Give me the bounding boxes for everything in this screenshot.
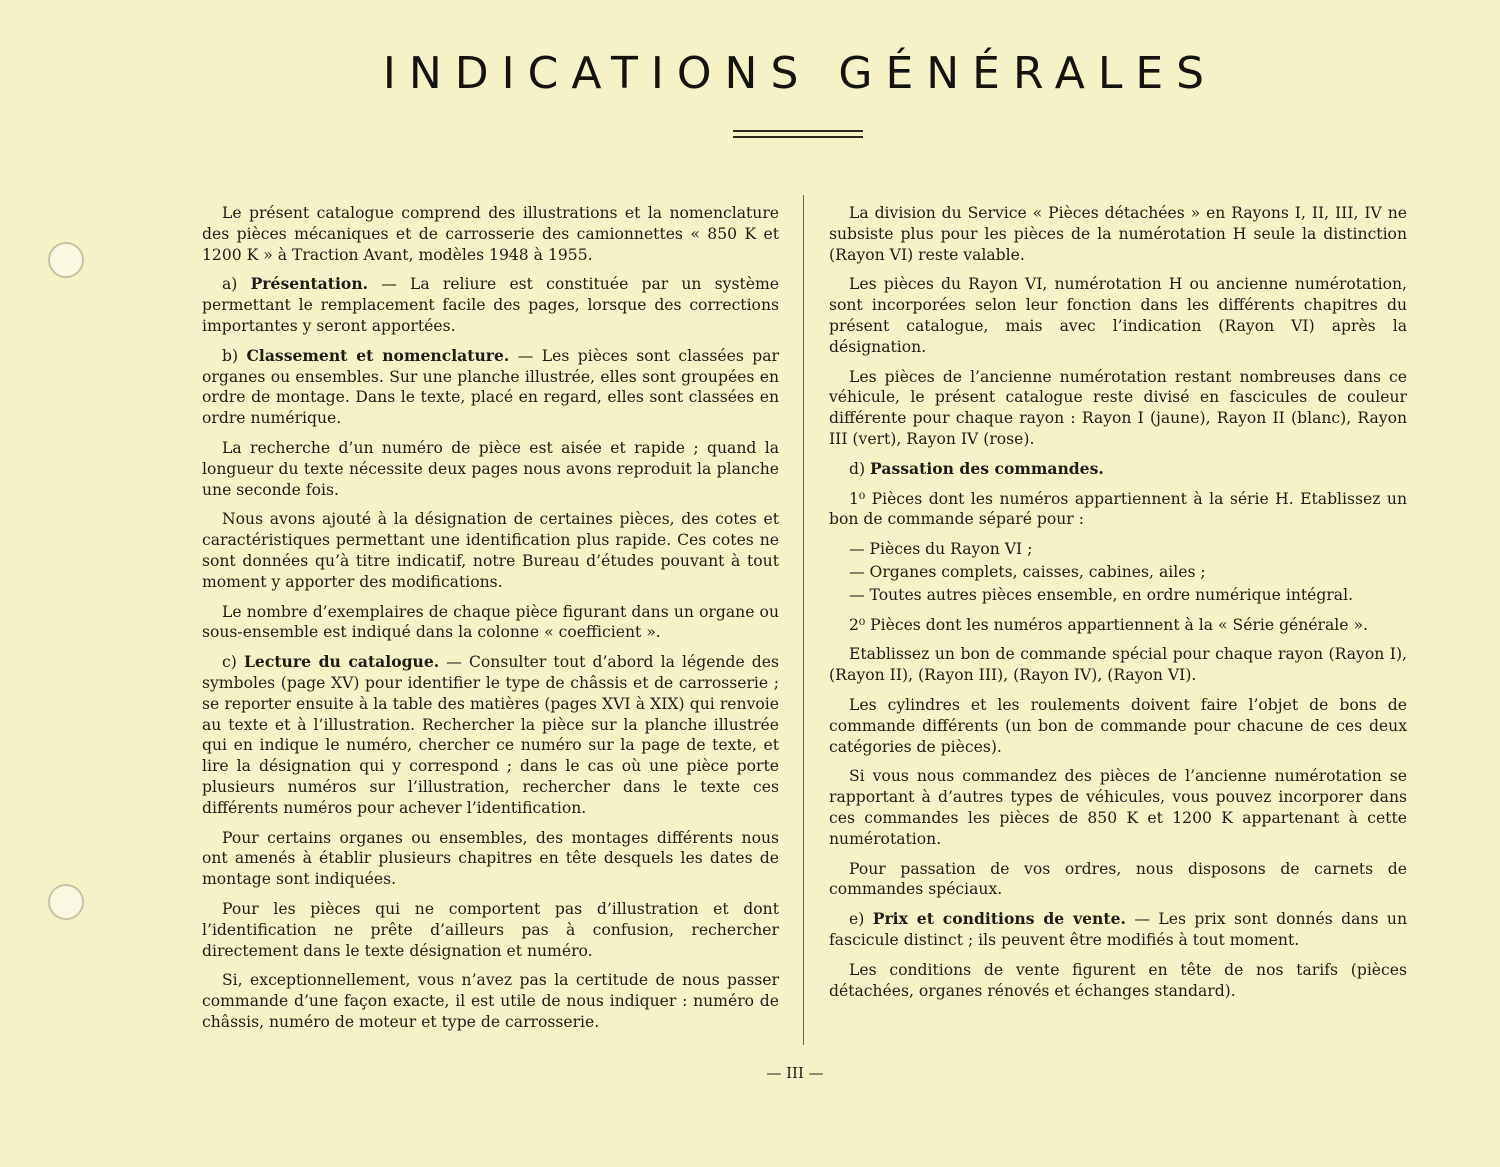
paragraph: La division du Service « Pièces détachées » en Rayons I, II, III, IV ne subsiste plus pour les pièces de la numérotation H seule la distinction (Rayon VI) reste valable. [829, 204, 1407, 264]
section-prefix: a) [222, 275, 238, 294]
section-e [829, 909, 1407, 951]
paragraph: Les cylindres et les roulements doivent faire l’objet de bons de commande différents (un bon de commande pour chacune de ces deux catégories de pièces). [829, 695, 1407, 756]
title-underline [733, 130, 863, 132]
section-text: — Consulter tout d’abord la légende des symboles (page XV) pour identifier le type de châssis et de carrosserie ; se reporter ensuite à la table des matières (pages XVI à XIX) qui renvoie au texte et à l’illustration. Rechercher la pièce sur la planche illustrée qui en indique le numéro, chercher ce numéro sur la page de texte, et lire la désignation qui y correspond ; dans le cas où une pièce porte plusieurs numéros sur l’illustration, rechercher dans le texte ces différents numéros pour achever l’identification. [202, 653, 779, 817]
right-column [829, 203, 1407, 1010]
paragraph: Les pièces de l’ancienne numérotation restant nombreuses dans ce véhicule, le présent catalogue reste divisé en fascicules de couleur différente pour chaque rayon : Rayon I (jaune), Rayon II (blanc), Rayon III (vert), Rayon IV (rose). [829, 367, 1407, 448]
section-prefix: b) [222, 346, 239, 365]
section-heading: Présentation. [250, 274, 369, 294]
list-item: — Toutes autres pièces ensemble, en ordre numérique intégral. [849, 585, 1354, 604]
paragraph: Si, exceptionnellement, vous n’avez pas la certitude de nous passer commande d’une façon exacte, il est utile de nous indiquer : numéro de châssis, numéro de moteur et type de carrosserie. [202, 971, 779, 1031]
section-d [829, 459, 1407, 480]
title-underline [733, 136, 863, 138]
section-text: — Les prix sont donnés dans un fascicule distinct ; ils peuvent être modifiés à tout moment. [829, 910, 1408, 949]
section-heading: Classement et nomenclature. [246, 345, 510, 365]
binder-hole [48, 884, 84, 920]
section-text: — Les pièces sont classées par organes ou ensembles. Sur une planche illustrée, elles sont groupées en ordre de montage. Dans le texte, placé en regard, elles sont classées en ordre numérique. [202, 346, 779, 428]
section-b [202, 346, 779, 429]
paragraph: Le nombre d’exemplaires de chaque pièce figurant dans un organe ou sous-ensemble est indiqué dans la colonne « coefficient ». [202, 602, 779, 642]
paragraph: Le présent catalogue comprend des illustrations et la nomenclature des pièces mécaniques et de carrosserie des camionnettes « 850 K et 1200 K » à Traction Avant, modèles 1948 à 1955. [202, 204, 779, 264]
left-column [202, 203, 779, 1042]
paragraph: Nous avons ajouté à la désignation de certaines pièces, des cotes et caractéristiques permettant une identification plus rapide. Ces cotes ne sont données qu’à titre indicatif, notre Bureau d’études pouvant à tout moment y apporter des modifications. [202, 510, 779, 591]
list-item: — Pièces du Rayon VI ; [849, 540, 1033, 559]
page-title: INDICATIONS GÉNÉRALES [382, 48, 1218, 99]
section-heading: Lecture du catalogue. [243, 652, 440, 672]
column-divider [803, 195, 804, 1045]
paragraph: La recherche d’un numéro de pièce est aisée et rapide ; quand la longueur du texte nécessite deux pages nous avons reproduit la planche une seconde fois. [202, 438, 779, 499]
section-prefix: e) [849, 910, 865, 929]
section-prefix: c) [222, 653, 237, 672]
binder-hole [48, 242, 84, 278]
list-item: — Organes complets, caisses, cabines, ailes ; [849, 562, 1206, 581]
section-text: — La reliure est constituée par un système permettant le remplacement facile des pages, lorsque des corrections importantes y seront apportées. [202, 275, 779, 335]
section-heading: Passation des commandes. [870, 458, 1104, 478]
paragraph: Pour les pièces qui ne comportent pas d’illustration et dont l’identification ne prête d’ailleurs pas à confusion, rechercher directement dans le texte désignation et numéro. [202, 899, 779, 960]
paragraph: Pour certains organes ou ensembles, des montages différents nous ont amenés à établir plusieurs chapitres en tête desquels les dates de montage sont indiquées. [202, 828, 779, 889]
paragraph: Les pièces du Rayon VI, numérotation H ou ancienne numérotation, sont incorporées selon leur fonction dans les différents chapitres du présent catalogue, mais avec l’indication (Rayon VI) après la désignation. [829, 275, 1407, 356]
paragraph: 1⁰ Pièces dont les numéros appartiennent à la série H. Etablissez un bon de commande séparé pour : [829, 489, 1407, 529]
section-c [202, 652, 779, 818]
paragraph: Si vous nous commandez des pièces de l’ancienne numérotation se rapportant à d’autres types de véhicules, vous pouvez incorporer dans ces commandes les pièces de 850 K et 1200 K appartenant à cette numérotation. [829, 767, 1407, 848]
section-a [202, 274, 779, 336]
paragraph: Les conditions de vente figurent en tête de nos tarifs (pièces détachées, organes rénovés et échanges standard). [829, 960, 1407, 1000]
page-number: — III — [766, 1064, 824, 1082]
section-prefix: d) [849, 459, 866, 478]
paragraph: Etablissez un bon de commande spécial pour chaque rayon (Rayon I), (Rayon II), (Rayon III), (Rayon IV), (Rayon VI). [829, 645, 1407, 685]
section-heading: Prix et conditions de vente. [872, 909, 1126, 929]
paragraph: Pour passation de vos ordres, nous disposons de carnets de commandes spéciaux. [829, 859, 1407, 899]
paragraph: 2⁰ Pièces dont les numéros appartiennent à la « Série générale ». [849, 615, 1368, 634]
